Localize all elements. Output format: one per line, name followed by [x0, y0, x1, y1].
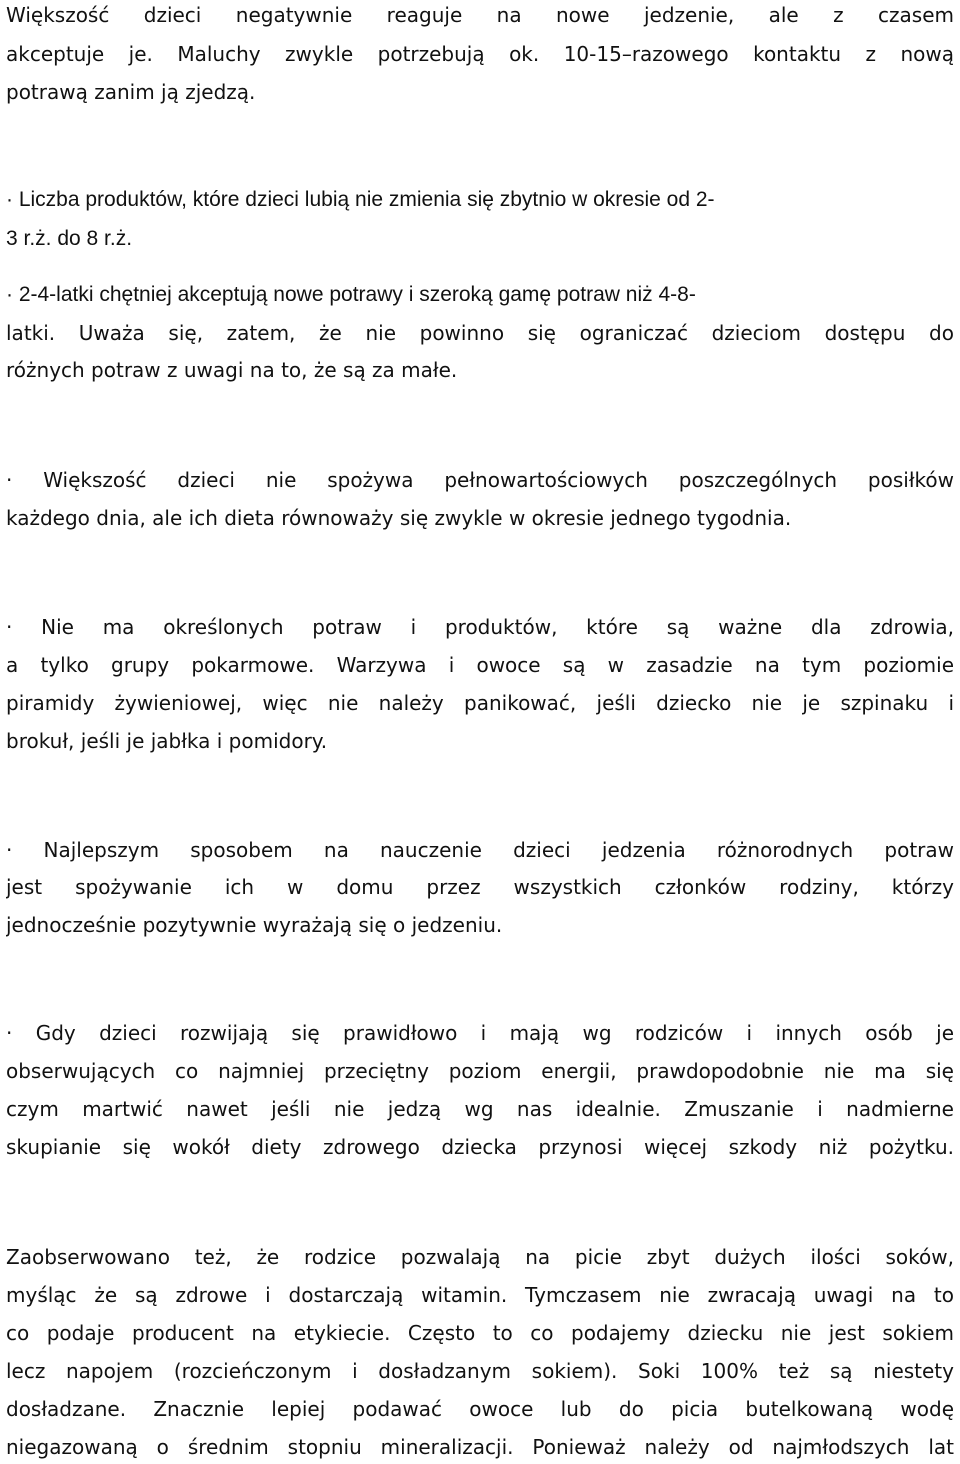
paragraph-line: lecz napojem (rozcieńczonym i dosładzanym sokiem). Soki 100% też są niestety	[6, 1359, 954, 1383]
bullet-line: · Gdy dzieci rozwijają się prawidłowo i mają wg rodziców i innych osób je	[6, 1021, 954, 1045]
paragraph-line: akceptuje je. Maluchy zwykle potrzebują ok. 10-15–razowego kontaktu z nową	[6, 42, 954, 66]
bullet-line: · Nie ma określonych potraw i produktów, które są ważne dla zdrowia,	[6, 615, 954, 639]
paragraph-line: niegazowaną o średnim stopniu mineralizacji. Ponieważ należy od najmłodszych lat	[6, 1435, 954, 1459]
bullet-line: · Liczba produktów, które dzieci lubią nie zmienia się zbytnio w okresie od 2-	[6, 188, 715, 211]
paragraph-line: każdego dnia, ale ich dieta równoważy się zwykle w okresie jednego tygodnia.	[6, 506, 792, 530]
paragraph-line: 3 r.ż. do 8 r.ż.	[6, 227, 133, 250]
paragraph-line: myśląc że są zdrowe i dostarczają witamin. Tymczasem nie zwracają uwagi na to	[6, 1283, 954, 1307]
bullet-line: · 2-4-latki chętniej akceptują nowe potrawy i szeroką gamę potraw niż 4-8-	[6, 283, 696, 306]
paragraph-line: obserwujących co najmniej przeciętny poziom energii, prawdopodobnie nie ma się	[6, 1059, 954, 1083]
paragraph-line: różnych potraw z uwagi na to, że są za małe.	[6, 358, 458, 382]
paragraph-line: dosładzane. Znacznie lepiej podawać owoce lub do picia butelkowaną wodę	[6, 1397, 954, 1421]
bullet-line: · Najlepszym sposobem na nauczenie dzieci jedzenia różnorodnych potraw	[6, 838, 954, 862]
paragraph-line: Większość dzieci negatywnie reaguje na nowe jedzenie, ale z czasem	[6, 3, 954, 27]
paragraph-line: piramidy żywieniowej, więc nie należy panikować, jeśli dziecko nie je szpinaku i	[6, 691, 954, 715]
paragraph-line: czym martwić nawet jeśli nie jedzą wg nas idealnie. Zmuszanie i nadmierne	[6, 1097, 954, 1121]
paragraph-line: brokuł, jeśli je jabłka i pomidory.	[6, 729, 328, 753]
paragraph-line: Zaobserwowano też, że rodzice pozwalają na picie zbyt dużych ilości soków,	[6, 1245, 954, 1269]
bullet-line: · Większość dzieci nie spożywa pełnowartościowych poszczególnych posiłków	[6, 468, 954, 492]
paragraph-line: latki. Uważa się, zatem, że nie powinno się ograniczać dzieciom dostępu do	[6, 321, 954, 345]
paragraph-line: skupianie się wokół diety zdrowego dziecka przynosi więcej szkody niż pożytku.	[6, 1135, 954, 1159]
paragraph-line: jednocześnie pozytywnie wyrażają się o jedzeniu.	[6, 913, 503, 937]
paragraph-line: jest spożywanie ich w domu przez wszystkich członków rodziny, którzy	[6, 875, 954, 899]
paragraph-line: potrawą zanim ją zjedzą.	[6, 80, 256, 104]
paragraph-line: co podaje producent na etykiecie. Często to co podajemy dziecku nie jest sokiem	[6, 1321, 954, 1345]
paragraph-line: a tylko grupy pokarmowe. Warzywa i owoce są w zasadzie na tym poziomie	[6, 653, 954, 677]
